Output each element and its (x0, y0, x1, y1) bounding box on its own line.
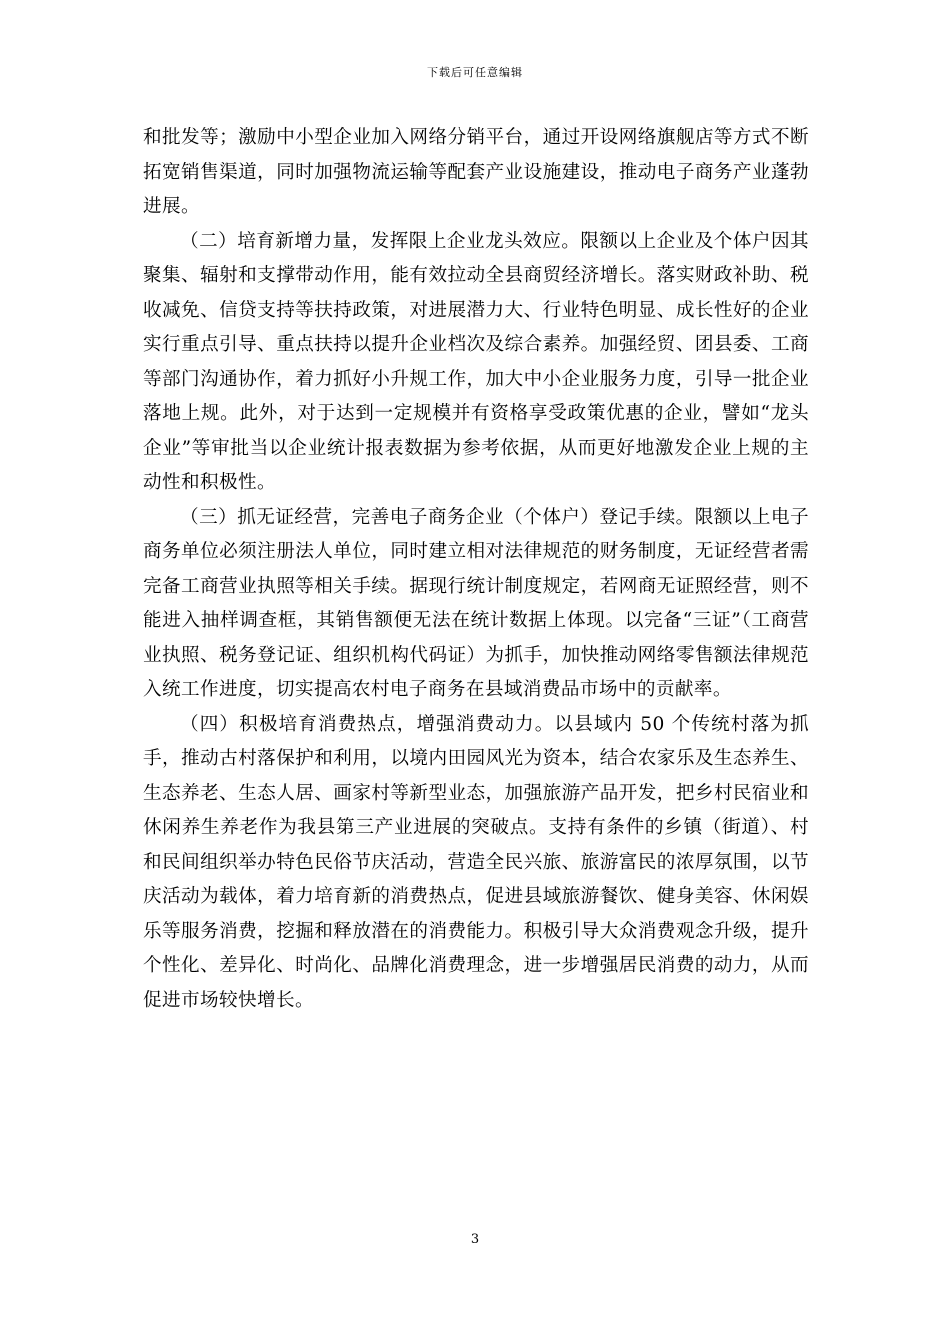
paragraph-section-4: （四）积极培育消费热点，增强消费动力。以县域内 50 个传统村落为抓手，推动古村落保护和利用，以境内田园风光为资本，结合农家乐及生态养生、生态养老、生态人居、画家村等新型业态，加强旅游产品开发，把乡村民宿业和休闲养生养老作为我县第三产业进展的突破点。支持有条件的乡镇（街道）、村和民间组织举办特色民俗节庆活动，营造全民兴旅、旅游富民的浓厚氛围，以节庆活动为载体，着力培育新的消费热点，促进县域旅游餐饮、健身美容、休闲娱乐等服务消费，挖掘和释放潜在的消费能力。积极引导大众消费观念升级，提升个性化、差异化、时尚化、品牌化消费理念，进一步增强居民消费的动力，从而促进市场较快增长。 (143, 713, 809, 1011)
paragraph-section-3: （三）抓无证经营，完善电子商务企业（个体户）登记手续。限额以上电子商务单位必须注册法人单位，同时建立相对法律规范的财务制度，无证经营者需完备工商营业执照等相关手续。据现行统计制度规定，若网商无证照经营，则不能进入抽样调查框，其销售额便无法在统计数据上体现。以完备“三证”（工商营业执照、税务登记证、组织机构代码证）为抓手，加快推动网络零售额法律规范入统工作进度，切实提高农村电子商务在县域消费品市场中的贡献率。 (143, 506, 809, 700)
paragraph-continuation: 和批发等；激励中小型企业加入网络分销平台，通过开设网络旗舰店等方式不断拓宽销售渠道，同时加强物流运输等配套产业设施建设，推动电子商务产业蓬勃进展。 (143, 127, 809, 217)
page-header: 下载后可任意编辑 (427, 66, 523, 79)
document-body (143, 121, 809, 1018)
page-number: 3 (470, 1232, 480, 1247)
paragraph-section-2: （二）培育新增力量，发挥限上企业龙头效应。限额以上企业及个体户因其聚集、辐射和支撑带动作用，能有效拉动全县商贸经济增长。落实财政补助、税收减免、信贷支持等扶持政策，对进展潜力大、行业特色明显、成长性好的企业实行重点引导、重点扶持以提升企业档次及综合素养。加强经贸、团县委、工商等部门沟通协作，着力抓好小升规工作，加大中小企业服务力度，引导一批企业落地上规。此外，对于达到一定规模并有资格享受政策优惠的企业，譬如“龙头企业”等审批当以企业统计报表数据为参考依据，从而更好地激发企业上规的主动性和积极性。 (143, 230, 809, 493)
